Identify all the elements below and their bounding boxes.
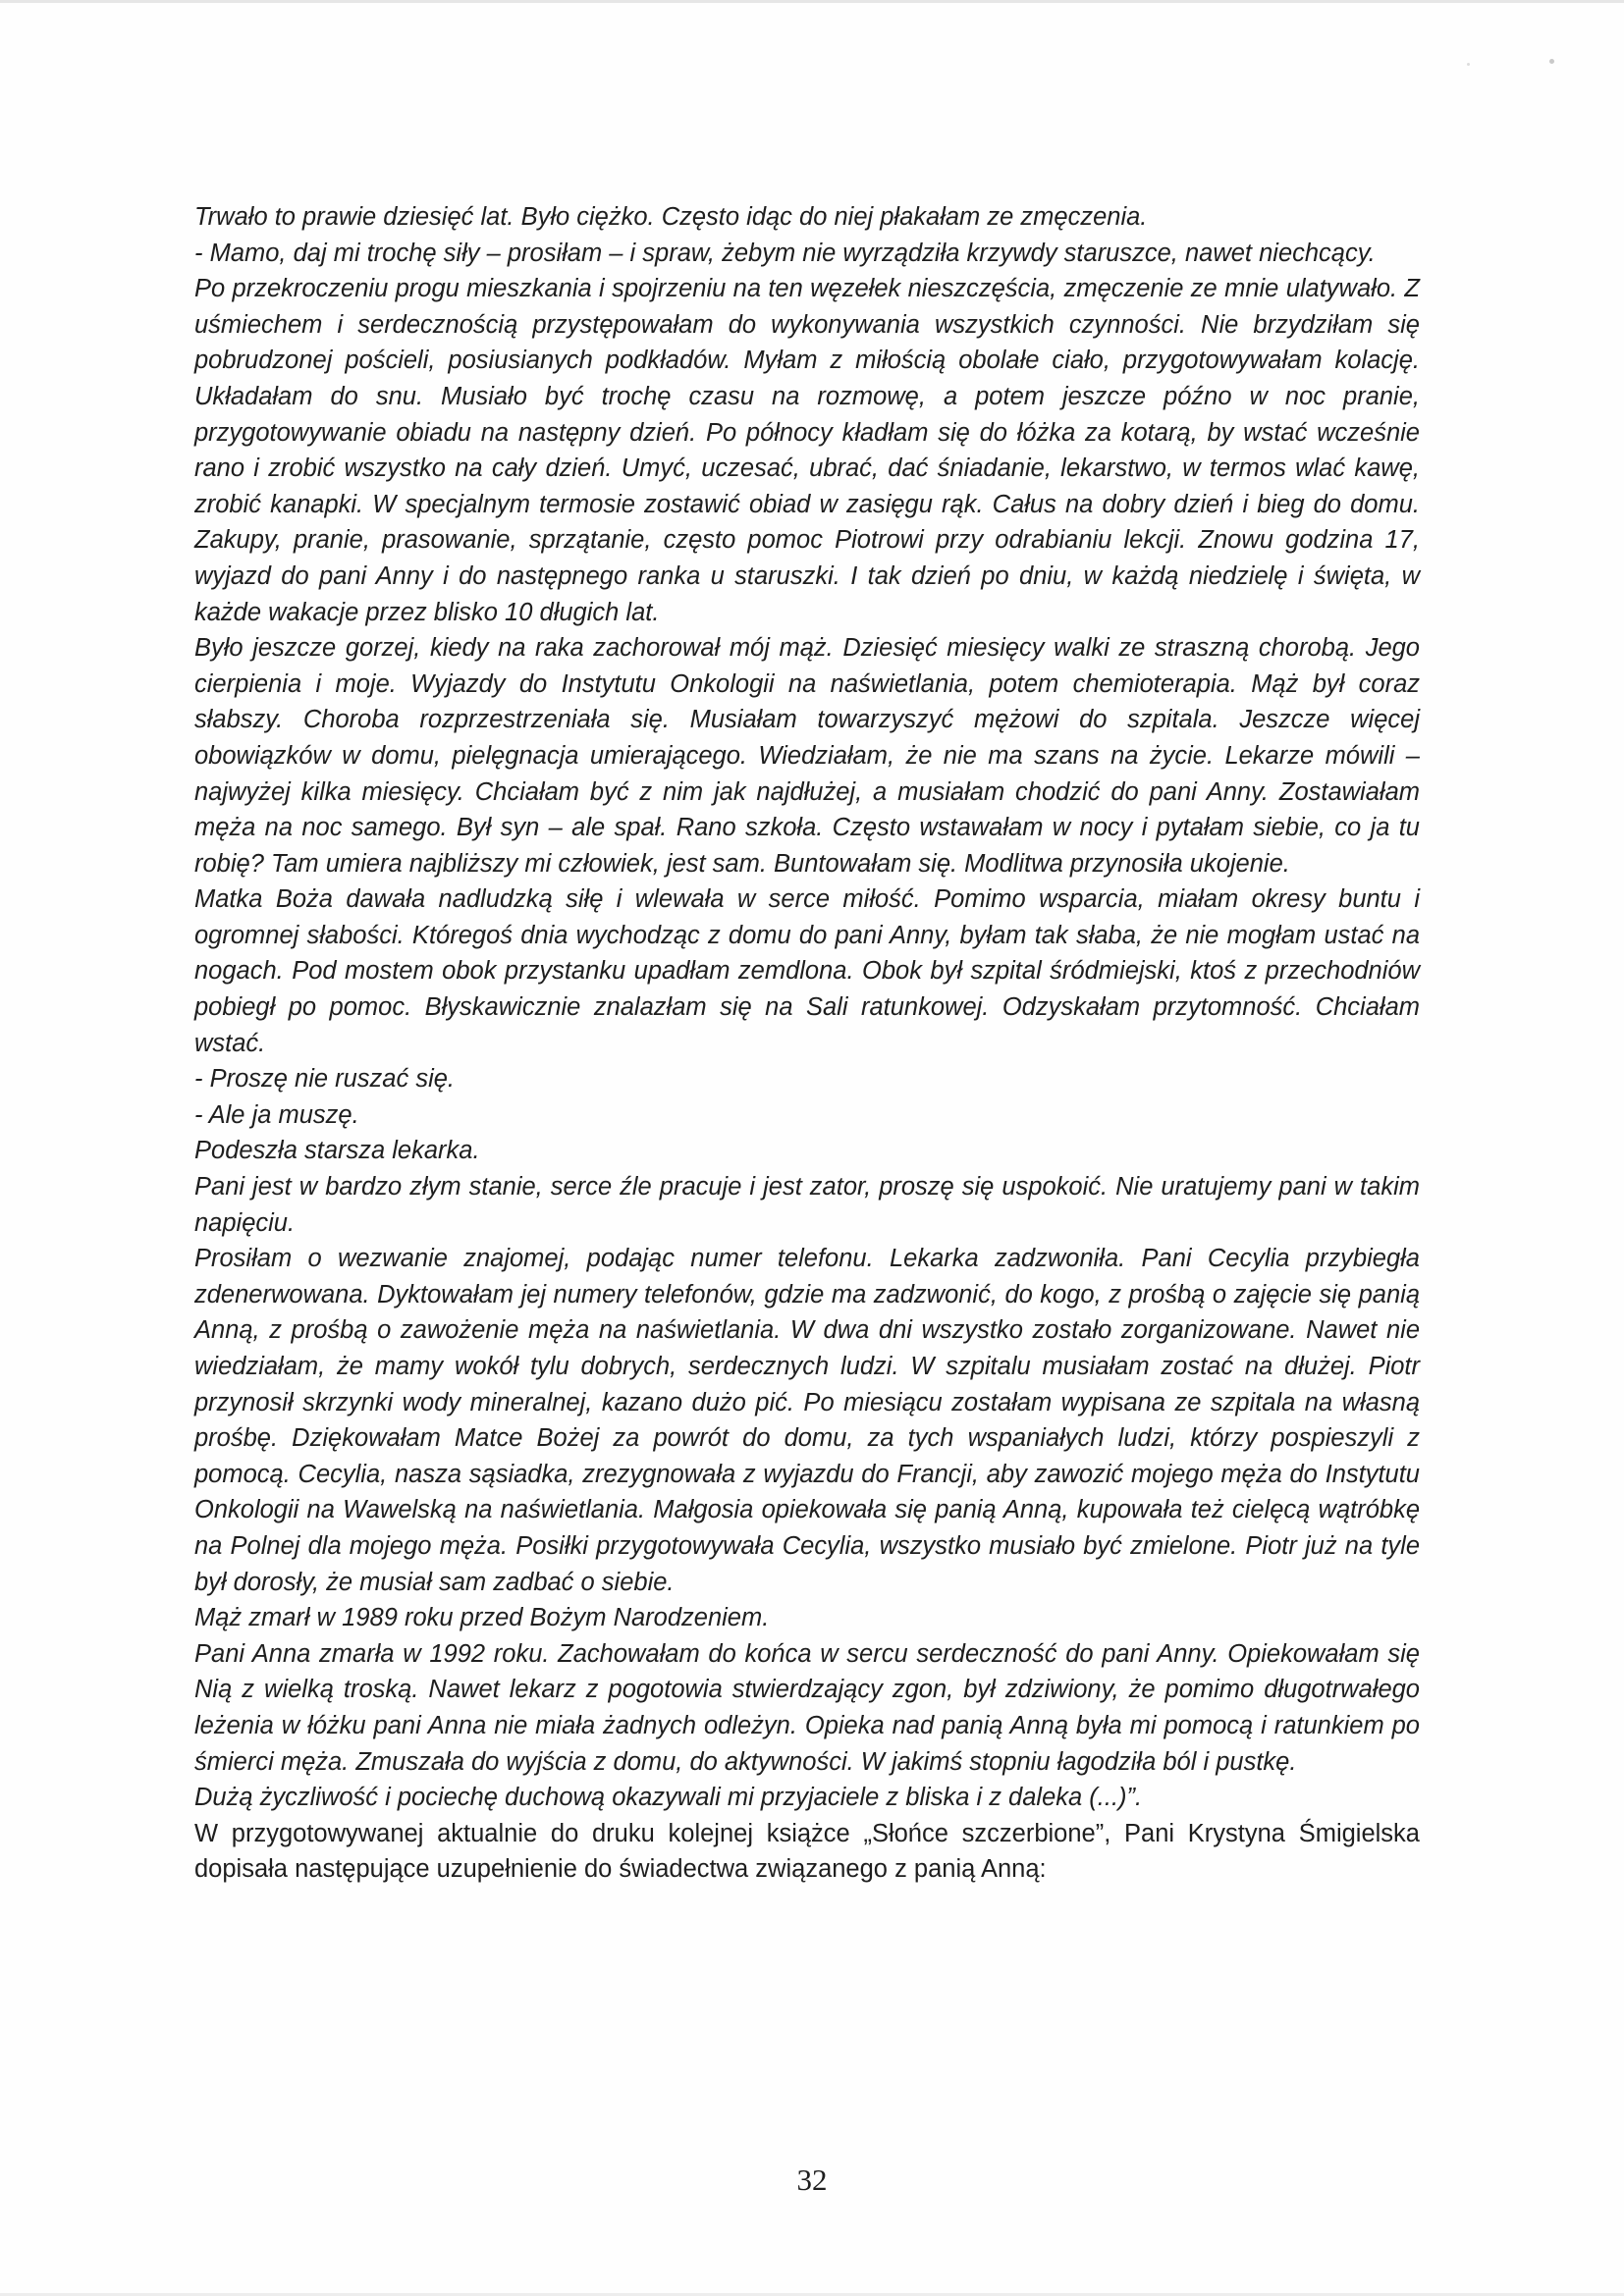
paragraph: - Proszę nie ruszać się. <box>194 1065 456 1094</box>
paragraph: Dużą życzliwość i pociechę duchową okazywali mi przyjaciele z bliska i z daleka (...)”. <box>194 1784 1143 1812</box>
paragraph: Było jeszcze gorzej, kiedy na raka zachorował mój mąż. Dziesięć miesięcy walki ze straszną chorobą. Jego cierpienia i moje. Wyjazdy do Instytutu Onkologii na naświetlania, potem chemioterapia. Mąż był coraz słabszy. Choroba rozprzestrzeniała się. Musiałam towarzyszyć mężowi do szpitala. Jeszcze więcej obowiązków w domu, pielęgnacja umierającego. Wiedziałam, że nie ma szans na życie. Lekarze mówili – najwyżej kilka miesięcy. Chciałam być z nim jak najdłużej, a musiałam chodzić do pani Anny. Zostawiałam męża na noc samego. Był syn – ale spał. Rano szkoła. Często wstawałam w nocy i pytałam siebie, co ja tu robię? Tam umiera najbliższy mi człowiek, jest sam. Buntowałam się. Modlitwa przynosiła ukojenie. <box>194 634 1420 878</box>
paragraph: Matka Boża dawała nadludzką siłę i wlewała w serce miłość. Pomimo wsparcia, miałam okresy buntu i ogromnej słabości. Któregoś dnia wychodząc z domu do pani Anny, byłam tak słaba, że nie mogłam ustać na nogach. Pod mostem obok przystanku upadłam zemdlona. Obok był szpital śródmiejski, ktoś z przechodniów pobiegł po pomoc. Błyskawicznie znalazłam się na Sali ratunkowej. Odzyskałam przytomność. Chciałam wstać. <box>194 885 1420 1057</box>
scan-speck <box>1549 59 1554 64</box>
paragraph: Trwało to prawie dziesięć lat. Było ciężko. Często idąc do niej płakałam ze zmęczenia. <box>194 203 1148 231</box>
paragraph: - Ale ja muszę. <box>194 1100 359 1129</box>
paragraph: Mąż zmarł w 1989 roku przed Bożym Narodzeniem. <box>194 1604 770 1632</box>
body-text <box>194 199 1420 1888</box>
paragraph: Pani jest w bardzo złym stanie, serce źle pracuje i jest zator, proszę się uspokoić. Nie uratujemy pani w takim napięciu. <box>194 1173 1420 1237</box>
scan-edge-top <box>0 0 1624 3</box>
paragraph: W przygotowywanej aktualnie do druku kolejnej książce „Słońce szczerbione”, Pani Krystyna Śmigielska dopisała następujące uzupełnienie do świadectwa związanego z panią Anną: <box>194 1819 1420 1884</box>
paragraph: Po przekroczeniu progu mieszkania i spojrzeniu na ten węzełek nieszczęścia, zmęczenie ze mnie ulatywało. Z uśmiechem i serdecznością przystępowałam do wykonywania wszystkich czynności. Nie brzydziłam się pobrudzonej pościeli, posiusianych podkładów. Myłam z miłością obolałe ciało, przygotowywałam kolację. Układałam do snu. Musiało być trochę czasu na rozmowę, a potem jeszcze późno w noc pranie, przygotowywanie obiadu na następny dzień. Po północy kładłam się do łóżka za kotarą, by wstać wcześnie rano i zrobić wszystko na cały dzień. Umyć, uczesać, ubrać, dać śniadanie, lekarstwo, w termos wlać kawę, zrobić kanapki. W specjalnym termosie zostawić obiad w zasięgu rąk. Całus na dobry dzień i bieg do domu. Zakupy, pranie, prasowanie, sprzątanie, często pomoc Piotrowi przy odrabianiu lekcji. Znowu godzina 17, wyjazd do pani Anny i do następnego ranka u staruszki. I tak dzień po dniu, w każdą niedzielę i święta, w każde wakacje przez blisko 10 długich lat. <box>194 275 1420 626</box>
paragraph: Prosiłam o wezwanie znajomej, podając numer telefonu. Lekarka zadzwoniła. Pani Cecylia przybiegła zdenerwowana. Dyktowałam jej numery telefonów, gdzie ma zadzwonić, do kogo, z prośbą o zajęcie się panią Anną, z prośbą o zawożenie męża na naświetlania. W dwa dni wszystko zostało zorganizowane. Nawet nie wiedziałam, że mamy wokół tylu dobrych, serdecznych ludzi. W szpitalu musiałam zostać na dłużej. Piotr przynosił skrzynki wody mineralnej, kazano dużo pić. Po miesiącu zostałam wypisana ze szpitala na własną prośbę. Dziękowałam Matce Bożej za powrót do domu, za tych wspaniałych ludzi, którzy pospieszyli z pomocą. Cecylia, nasza sąsiadka, zrezygnowała z wyjazdu do Francji, aby zawozić mojego męża do Instytutu Onkologii na Wawelską na naświetlania. Małgosia opiekowała się panią Anną, kupowała też cielęcą wątróbkę na Polnej dla mojego męża. Posiłki przygotowywała Cecylia, wszystko musiało być zmielone. Piotr już na tyle był dorosły, że musiał sam zadbać o siebie. <box>194 1245 1420 1596</box>
paragraph: Podeszła starsza lekarka. <box>194 1137 480 1165</box>
paragraph: - Mamo, daj mi trochę siły – prosiłam – i spraw, żebym nie wyrządziła krzywdy staruszce, nawet niechcący. <box>194 239 1376 267</box>
scan-speck <box>1467 63 1470 66</box>
page-number: 32 <box>796 2163 828 2197</box>
paragraph: Pani Anna zmarła w 1992 roku. Zachowałam do końca w sercu serdeczność do pani Anny. Opiekowałam się Nią z wielką troską. Nawet lekarz z pogotowia stwierdzający zgon, był zdziwiony, że pomimo długotrwałego leżenia w łóżku pani Anna nie miała żadnych odleżyn. Opieka nad panią Anną była mi pomocą i ratunkiem po śmierci męża. Zmuszała do wyjścia z domu, do aktywności. W jakimś stopniu łagodziła ból i pustkę. <box>194 1639 1420 1776</box>
